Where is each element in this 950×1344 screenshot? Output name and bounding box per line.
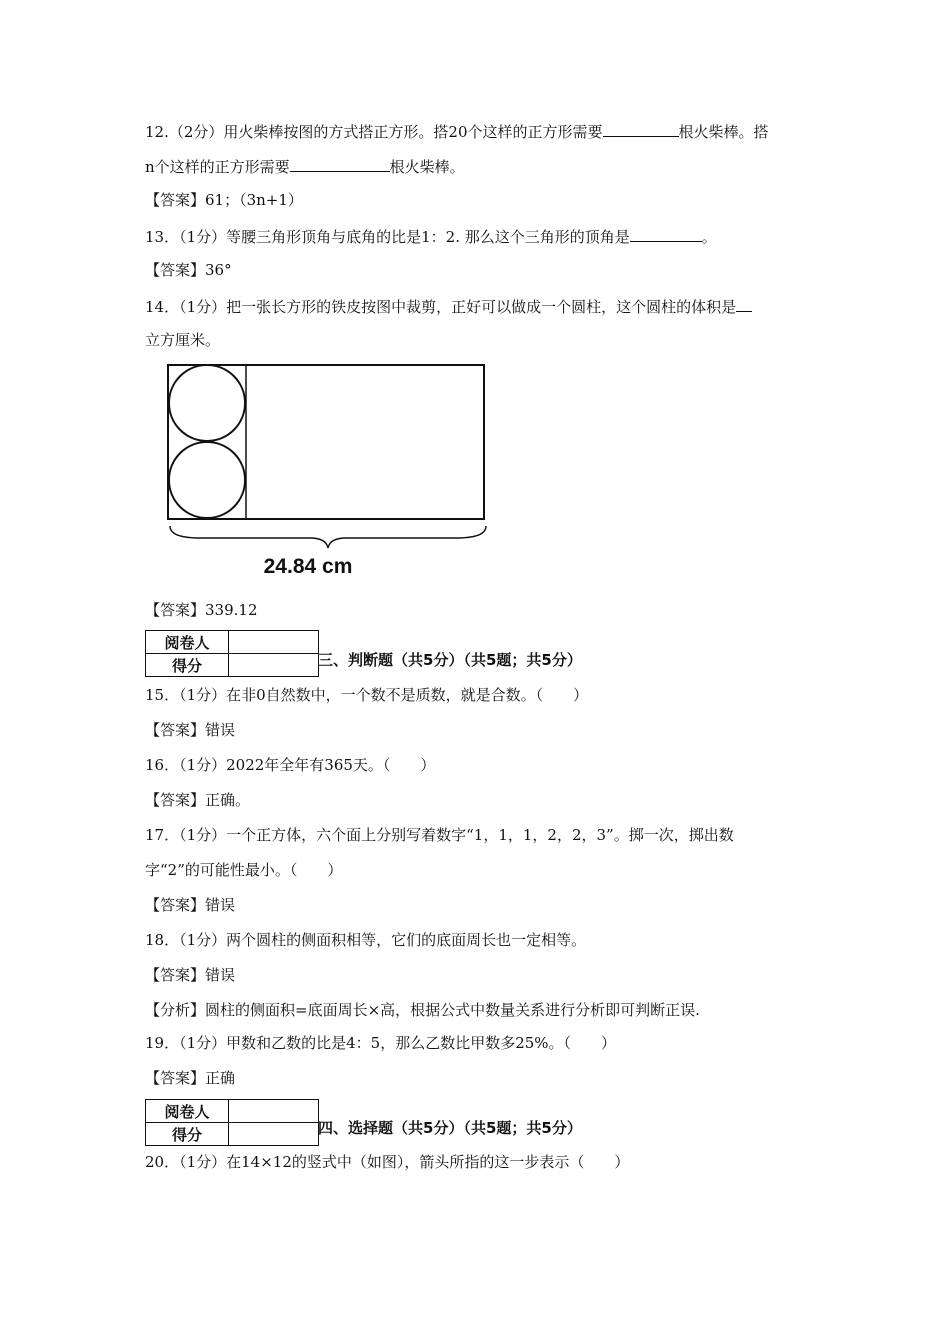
cylinder-net-figure (160, 360, 500, 580)
q17-line2: 字“2”的可能性最小。（ ） (145, 861, 343, 879)
q16-answer: 【答案】正确。 (145, 791, 251, 809)
score-cell[interactable] (229, 1123, 319, 1146)
q13-text-end: 。 (701, 228, 717, 246)
q12-blank-2[interactable] (290, 155, 390, 172)
q12-blank-1[interactable] (603, 120, 679, 137)
q12-text-b: 根火柴棒。搭 (678, 123, 769, 141)
q13-blank[interactable] (630, 225, 702, 242)
length-label: 24.84 cm (263, 555, 353, 578)
q18-analysis: 【分析】圆柱的侧面积=底面周长×高，根据公式中数量关系进行分析即可判断正误. (145, 1001, 700, 1019)
q16-text: 16．（1分）2022年全年有365天。（ ） (145, 756, 436, 774)
q12-line1 (145, 120, 769, 142)
circle-bottom (169, 442, 245, 518)
section4-score-table (145, 1099, 319, 1146)
q18-answer: 【答案】错误 (145, 966, 236, 984)
reviewer-cell[interactable] (229, 631, 319, 654)
q20-text: 20．（1分）在14×12的竖式中（如图），箭头所指的这一步表示（ ） (145, 1153, 630, 1171)
q14-blank[interactable] (736, 295, 752, 312)
q12-line2 (145, 155, 465, 177)
q13-line (145, 225, 717, 247)
q17-answer: 【答案】错误 (145, 896, 236, 914)
q14-answer: 【答案】339.12 (145, 601, 258, 619)
q12-text-c: n个这样的正方形需要 (145, 158, 290, 176)
q14-line2: 立方厘米。 (145, 331, 221, 349)
score-label: 得分 (146, 654, 229, 677)
q13-answer: 【答案】36° (145, 261, 232, 279)
q12-text-d: 根火柴棒。 (389, 158, 465, 176)
q12-answer: 【答案】61；（3n+1） (145, 191, 303, 209)
q15-text: 15．（1分）在非0自然数中，一个数不是质数，就是合数。（ ） (145, 686, 589, 704)
reviewer-cell[interactable] (229, 1100, 319, 1123)
reviewer-label: 阅卷人 (146, 631, 229, 654)
q19-text: 19．（1分）甲数和乙数的比是4：5，那么乙数比甲数多25%。（ ） (145, 1034, 617, 1052)
section3-score-table (145, 630, 319, 677)
reviewer-label: 阅卷人 (146, 1100, 229, 1123)
length-brace (170, 526, 486, 548)
q14-text: 14．（1分）把一张长方形的铁皮按图中裁剪，正好可以做成一个圆柱，这个圆柱的体积是 (145, 298, 737, 316)
section3-title: 三、判断题（共5分）（共5题；共5分） (318, 651, 582, 669)
q17-line1: 17．（1分）一个正方体，六个面上分别写着数字“1，1，1，2，2，3”。掷一次，掷出数 (145, 826, 734, 844)
circle-top (169, 365, 245, 441)
q13-text: 13．（1分）等腰三角形顶角与底角的比是1：2. 那么这个三角形的顶角是 (145, 228, 630, 246)
score-cell[interactable] (229, 654, 319, 677)
q18-text: 18．（1分）两个圆柱的侧面积相等，它们的底面周长也一定相等。 (145, 931, 587, 949)
section4-title: 四、选择题（共5分）（共5题；共5分） (318, 1119, 582, 1137)
score-label: 得分 (146, 1123, 229, 1146)
q12-text-a: 12.（2分）用火柴棒按图的方式搭正方形。搭20个这样的正方形需要 (145, 123, 603, 141)
q14-line1 (145, 295, 752, 317)
q15-answer: 【答案】错误 (145, 721, 236, 739)
q19-answer: 【答案】正确 (145, 1069, 236, 1087)
